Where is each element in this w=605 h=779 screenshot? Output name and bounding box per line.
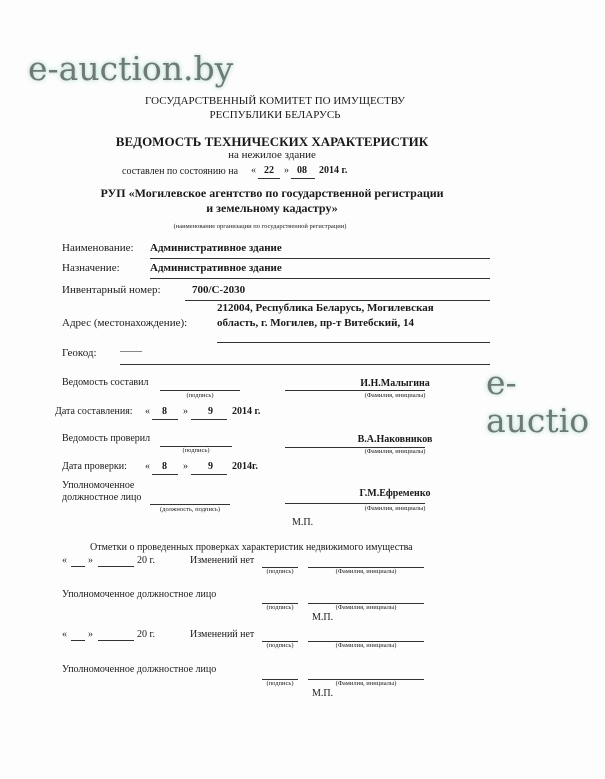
- checked-name: В.А.Наковников: [357, 434, 433, 445]
- compiled-sig-caption: (подпись): [186, 392, 214, 399]
- quote-open: «: [62, 555, 67, 566]
- official-label: Уполномоченное должностное лицо: [62, 589, 217, 600]
- org-line2: и земельному кадастру»: [206, 201, 338, 215]
- stamp-label: М.П.: [312, 688, 334, 699]
- purpose-label: Назначение:: [62, 262, 120, 274]
- official-name: Г.М.Ефременко: [359, 488, 431, 499]
- official-name-caption: (Фамилия, инициалы): [364, 505, 426, 512]
- state-date-label: составлен по состоянию на: [122, 166, 239, 177]
- inventory-value: 700/С-2030: [192, 284, 246, 296]
- sig-caption: (подпись): [266, 680, 294, 687]
- quote-open: «: [251, 165, 256, 176]
- sig-caption: (подпись): [266, 604, 294, 611]
- name-caption: (Фамилия, инициалы): [335, 568, 397, 575]
- quote-close: »: [183, 406, 188, 417]
- compiled-year: 2014 г.: [232, 406, 261, 417]
- check-year: 20 г.: [137, 629, 155, 640]
- no-changes-label: Изменений нет: [190, 629, 255, 640]
- stamp-label: М.П.: [292, 517, 314, 528]
- state-year: 2014 г.: [319, 165, 348, 176]
- compiled-month: 9: [208, 406, 213, 417]
- name-caption: (Фамилия, инициалы): [335, 680, 397, 687]
- official-label: Уполномоченное должностное лицо: [62, 664, 217, 675]
- state-month: 08: [297, 165, 307, 176]
- name-caption: (Фамилия, инициалы): [335, 604, 397, 611]
- quote-close: »: [88, 555, 93, 566]
- sig-caption: (подпись): [266, 642, 294, 649]
- quote-close: »: [284, 165, 289, 176]
- quote-open: «: [145, 406, 150, 417]
- checked-name-caption: (Фамилия, инициалы): [364, 448, 426, 455]
- address-line1: 212004, Республика Беларусь, Могилевская: [217, 302, 434, 314]
- checked-label: Ведомость проверил: [62, 433, 151, 444]
- org-line1: РУП «Могилевское агентство по государственной регистрации: [100, 186, 444, 200]
- sig-caption: (подпись): [266, 568, 294, 575]
- compiled-name: И.Н.Малыгина: [360, 378, 430, 389]
- checks-heading: Отметки о проведенных проверках характеристик недвижимого имущества: [90, 542, 413, 553]
- quote-open: «: [62, 629, 67, 640]
- compiled-day: 8: [162, 406, 167, 417]
- purpose-value: Административное здание: [150, 262, 282, 274]
- watermark-partial: e-auctio: [486, 363, 590, 440]
- inventory-label: Инвентарный номер:: [62, 284, 161, 296]
- checked-sig-caption: (подпись): [182, 447, 210, 454]
- official-label-2: должностное лицо: [62, 492, 142, 503]
- checked-date-label: Дата проверки:: [62, 461, 127, 472]
- quote-open: «: [145, 461, 150, 472]
- header-line2: РЕСПУБЛИКИ БЕЛАРУСЬ: [209, 109, 341, 121]
- stamp-label: М.П.: [312, 612, 334, 623]
- no-changes-label: Изменений нет: [190, 555, 255, 566]
- name-caption: (Фамилия, инициалы): [335, 642, 397, 649]
- checked-day: 8: [162, 461, 167, 472]
- compiled-label: Ведомость составил: [62, 377, 149, 388]
- geocode-value: ——: [120, 345, 142, 357]
- state-day: 22: [264, 165, 274, 176]
- quote-close: »: [88, 629, 93, 640]
- official-label-1: Уполномоченное: [62, 480, 135, 491]
- org-caption: (наименование организации по государственной регистрации): [173, 223, 347, 230]
- document-subtitle: на нежилое здание: [228, 149, 316, 161]
- address-line2: область, г. Могилев, пр-т Витебский, 14: [217, 317, 414, 329]
- check-year: 20 г.: [137, 555, 155, 566]
- name-value: Административное здание: [150, 242, 282, 254]
- name-label: Наименование:: [62, 242, 134, 254]
- watermark: e-auction.by: [28, 49, 234, 88]
- quote-close: »: [183, 461, 188, 472]
- official-sig-caption: (должность, подпись): [159, 506, 221, 513]
- document-title: ВЕДОМОСТЬ ТЕХНИЧЕСКИХ ХАРАКТЕРИСТИК: [115, 134, 429, 149]
- checked-month: 9: [208, 461, 213, 472]
- checked-year: 2014г.: [232, 461, 258, 472]
- address-label: Адрес (местонахождение):: [62, 317, 188, 329]
- compiled-name-caption: (Фамилия, инициалы): [364, 392, 426, 399]
- header-line1: ГОСУДАРСТВЕННЫЙ КОМИТЕТ ПО ИМУЩЕСТВУ: [145, 95, 405, 107]
- geocode-label: Геокод:: [62, 347, 97, 359]
- compiled-date-label: Дата составления:: [55, 406, 133, 417]
